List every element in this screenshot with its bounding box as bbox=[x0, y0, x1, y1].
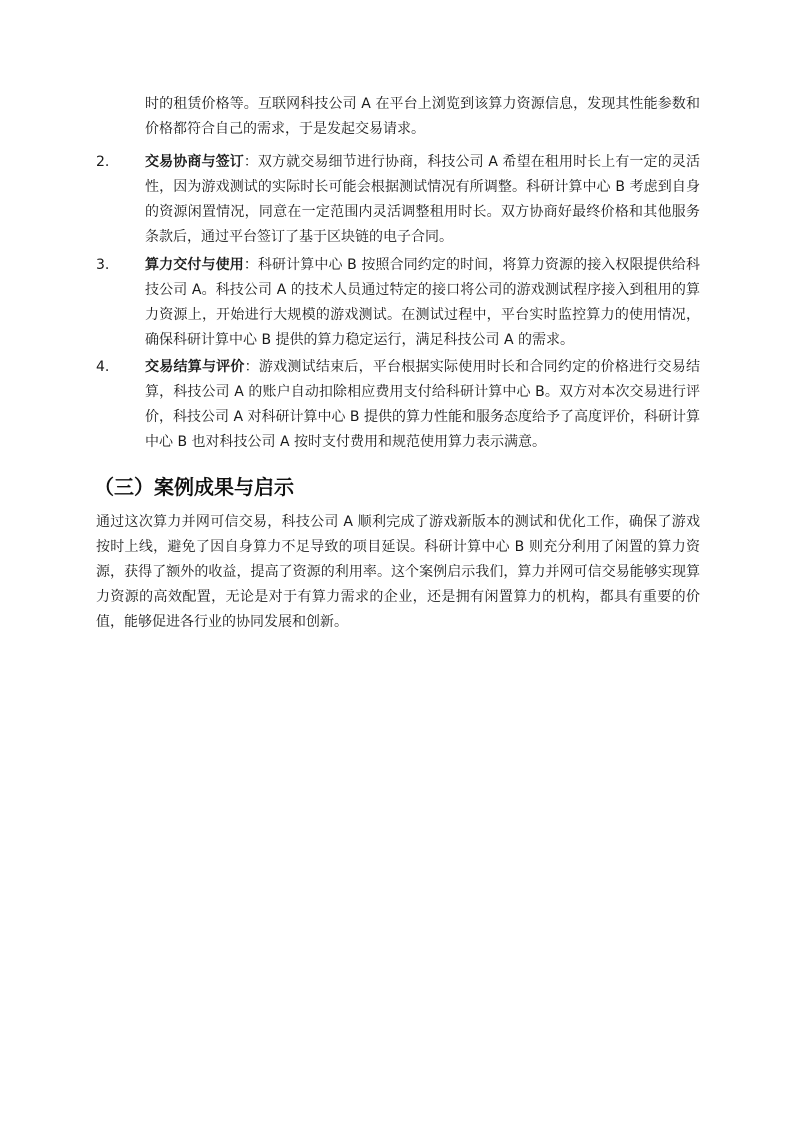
section-heading: （三）案例成果与启示 bbox=[94, 475, 294, 499]
step-number: 3. bbox=[96, 257, 110, 273]
step-number: 4. bbox=[96, 359, 110, 375]
step-title: 算力交付与使用 bbox=[145, 257, 244, 273]
step-number: 2. bbox=[96, 154, 110, 170]
step-title: 交易结算与评价 bbox=[145, 359, 245, 375]
step-description: ：游戏测试结束后，平台根据实际使用时长和合同约定的价格进行交易结算，科技公司 A 的账户自动扣除相应费用支付给科研计算中心 B。双方对本次交易进行评价，科技公司 A 对科研计算中心 B 提供的算力性能和服务态度给予了高度评价，科研计算中心 B 也对科技公司 A 按时支付费用和规范使用算力表示满意。 bbox=[145, 359, 701, 450]
step-text bbox=[145, 150, 700, 250]
step-text bbox=[145, 355, 700, 455]
section-body-paragraph: 通过这次算力并网可信交易，科技公司 A 顺利完成了游戏新版本的测试和优化工作，确保了游戏按时上线，避免了因自身算力不足导致的项目延误。科研计算中心 B 则充分利用了闲置的算力资源，获得了额外的收益，提高了资源的利用率。这个案例启示我们，算力并网可信交易能够实现算力资源的高效配置，无论是对于有算力需求的企业，还是拥有闲置算力的机构，都具有重要的价值，能够促进各行业的协同发展和创新。 bbox=[96, 514, 700, 630]
step-title: 交易协商与签订 bbox=[145, 154, 244, 170]
step-description: ：科研计算中心 B 按照合同约定的时间，将算力资源的接入权限提供给科技公司 A。科技公司 A 的技术人员通过特定的接口将公司的游戏测试程序接入到租用的算力资源上，开始进行大规模的游戏测试。在测试过程中，平台实时监控算力的使用情况，确保科研计算中心 B 提供的算力稳定运行，满足科技公司 A 的需求。 bbox=[145, 257, 700, 348]
step-text bbox=[145, 253, 700, 353]
continued-paragraph: 时的租赁价格等。互联网科技公司 A 在平台上浏览到该算力资源信息，发现其性能参数和价格都符合自己的需求，于是发起交易请求。 bbox=[145, 96, 700, 137]
step-description: ：双方就交易细节进行协商，科技公司 A 希望在租用时长上有一定的灵活性，因为游戏测试的实际时长可能会根据测试情况有所调整。科研计算中心 B 考虑到自身的资源闲置情况，同意在一定范围内灵活调整租用时长。双方协商好最终价格和其他服务条款后，通过平台签订了基于区块链的电子合同。 bbox=[145, 154, 700, 245]
